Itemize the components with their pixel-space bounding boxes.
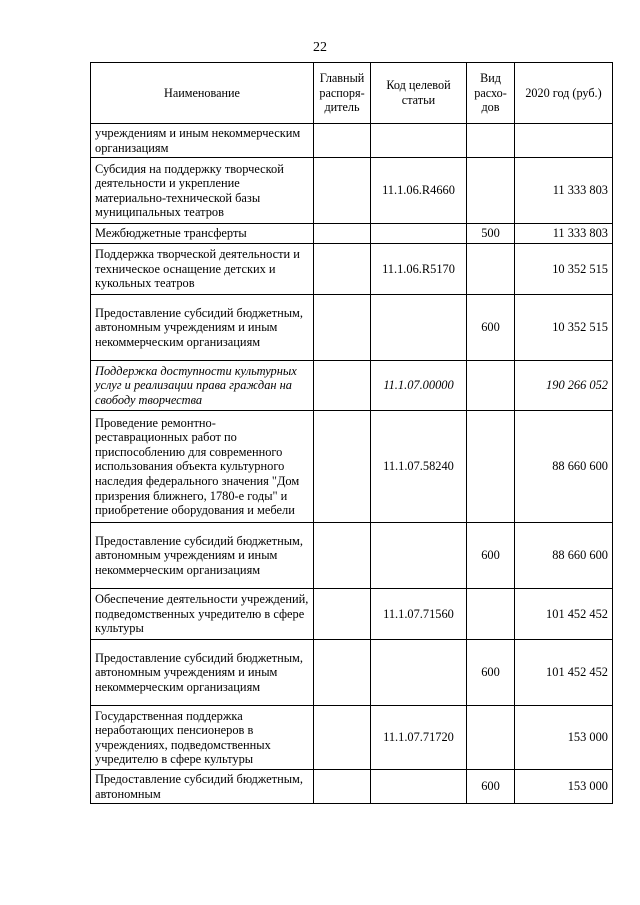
table-row (91, 124, 613, 158)
cell-code (371, 124, 467, 158)
cell-code (371, 770, 467, 804)
cell-admin (314, 295, 371, 361)
cell-amount (515, 124, 613, 158)
cell-type (467, 706, 515, 770)
cell-type: 500 (467, 224, 515, 244)
cell-amount: 11 333 803 (515, 224, 613, 244)
cell-amount: 101 452 452 (515, 589, 613, 640)
cell-code (371, 640, 467, 706)
cell-type: 600 (467, 295, 515, 361)
cell-code: 11.1.07.00000 (371, 361, 467, 411)
page-number: 22 (313, 40, 327, 55)
cell-admin (314, 589, 371, 640)
header-name: Наименование (91, 63, 314, 124)
cell-admin (314, 706, 371, 770)
table-row (91, 361, 613, 411)
cell-amount: 10 352 515 (515, 295, 613, 361)
cell-name: Предоставление субсидий бюджетным, автономным учреждениям и иным некоммерческим организациям (91, 640, 314, 706)
cell-admin (314, 158, 371, 224)
cell-code (371, 295, 467, 361)
cell-admin (314, 244, 371, 295)
cell-admin (314, 640, 371, 706)
cell-type (467, 158, 515, 224)
table-row (91, 770, 613, 804)
table-row (91, 295, 613, 361)
cell-name: Субсидия на поддержку творческой деятельности и укрепление материально-технической базы муниципальных театров (91, 158, 314, 224)
cell-admin (314, 770, 371, 804)
cell-type (467, 361, 515, 411)
budget-table (90, 62, 613, 804)
cell-code: 11.1.06.R4660 (371, 158, 467, 224)
cell-amount: 153 000 (515, 770, 613, 804)
cell-name: Межбюджетные трансферты (91, 224, 314, 244)
cell-type (467, 124, 515, 158)
table-row (91, 244, 613, 295)
table-row (91, 158, 613, 224)
header-amount: 2020 год (руб.) (515, 63, 613, 124)
cell-name: Проведение ремонтно-реставрационных работ по приспособлению для современного использования объекта культурного наследия федерального значения "Дом призрения ближнего, 1780-е годы" и приобретение оборудования и мебели (91, 411, 314, 523)
table-row (91, 589, 613, 640)
header-admin: Главный распоря-дитель (314, 63, 371, 124)
cell-amount: 11 333 803 (515, 158, 613, 224)
cell-code (371, 224, 467, 244)
cell-admin (314, 224, 371, 244)
cell-name: Предоставление субсидий бюджетным, автономным учреждениям и иным некоммерческим организациям (91, 523, 314, 589)
cell-name: Государственная поддержка неработающих пенсионеров в учреждениях, подведомственных учредителю в сфере культуры (91, 706, 314, 770)
cell-type (467, 244, 515, 295)
table-row (91, 411, 613, 523)
cell-admin (314, 411, 371, 523)
table-header-row (91, 63, 613, 124)
cell-amount: 190 266 052 (515, 361, 613, 411)
header-type: Вид расхо-дов (467, 63, 515, 124)
cell-type: 600 (467, 770, 515, 804)
cell-code: 11.1.07.71560 (371, 589, 467, 640)
table-row (91, 224, 613, 244)
cell-amount: 153 000 (515, 706, 613, 770)
table-row (91, 640, 613, 706)
cell-amount: 88 660 600 (515, 411, 613, 523)
cell-name: учреждениям и иным некоммерческим организациям (91, 124, 314, 158)
cell-code (371, 523, 467, 589)
cell-admin (314, 523, 371, 589)
cell-name: Поддержка доступности культурных услуг и реализации права граждан на свободу творчества (91, 361, 314, 411)
cell-amount: 10 352 515 (515, 244, 613, 295)
cell-name: Предоставление субсидий бюджетным, автономным учреждениям и иным некоммерческим организациям (91, 295, 314, 361)
cell-amount: 101 452 452 (515, 640, 613, 706)
cell-name: Поддержка творческой деятельности и техническое оснащение детских и кукольных театров (91, 244, 314, 295)
cell-type: 600 (467, 523, 515, 589)
cell-type: 600 (467, 640, 515, 706)
cell-type (467, 411, 515, 523)
header-code: Код целевой статьи (371, 63, 467, 124)
cell-admin (314, 124, 371, 158)
cell-amount: 88 660 600 (515, 523, 613, 589)
cell-name: Предоставление субсидий бюджетным, автономным (91, 770, 314, 804)
cell-code: 11.1.07.58240 (371, 411, 467, 523)
table-body (91, 124, 613, 804)
cell-name: Обеспечение деятельности учреждений, подведомственных учредителю в сфере культуры (91, 589, 314, 640)
cell-type (467, 589, 515, 640)
table-row (91, 706, 613, 770)
table-row (91, 523, 613, 589)
cell-admin (314, 361, 371, 411)
cell-code: 11.1.06.R5170 (371, 244, 467, 295)
cell-code: 11.1.07.71720 (371, 706, 467, 770)
